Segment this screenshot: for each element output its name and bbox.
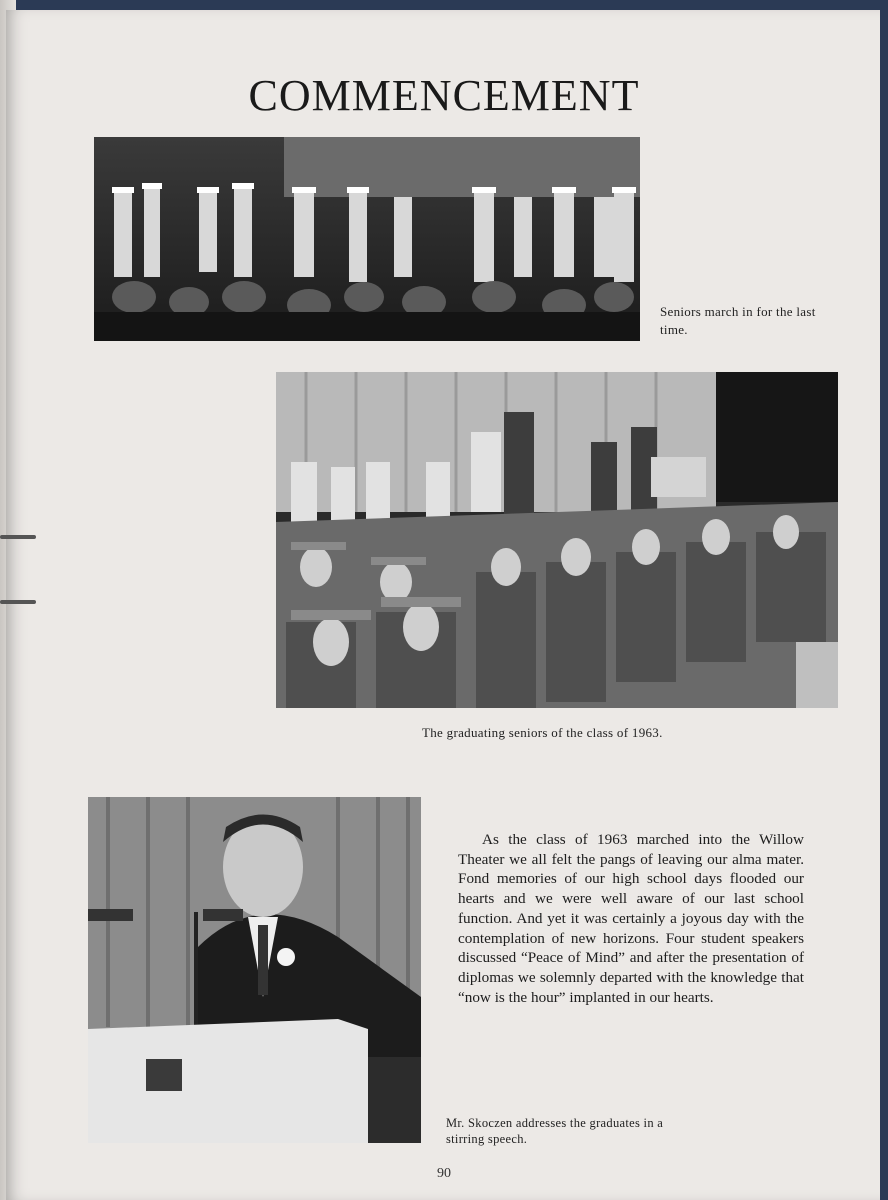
caption-seniors-march: Seniors march in for the last time. bbox=[660, 304, 816, 337]
caption-graduating-seniors: The graduating seniors of the class of 1963. bbox=[422, 725, 663, 740]
speaker-photo bbox=[88, 797, 421, 1143]
graduating-seniors-photo bbox=[276, 372, 838, 708]
page-title: COMMENCEMENT bbox=[248, 71, 640, 120]
binder-ring bbox=[0, 600, 36, 604]
article-body: As the class of 1963 marched into the Willow Theater we all felt the pangs of leaving our alma mater. Fond memories of our high school days flooded our hearts and we were well aware of our last school function. And yet it was certainly a joyous day with the contemplation of new horizons. Four student speakers discussed “Peace of Mind” and after the presentation of diplomas we solemnly departed with the knowledge that “now is the hour” implanted in our hearts. bbox=[458, 831, 804, 1006]
caption-speaker: Mr. Skoczen addresses the graduates in a stirring speech. bbox=[446, 1116, 664, 1146]
page-number: 90 bbox=[437, 1166, 451, 1181]
seniors-march-photo bbox=[94, 137, 640, 341]
binder-ring bbox=[0, 535, 36, 539]
